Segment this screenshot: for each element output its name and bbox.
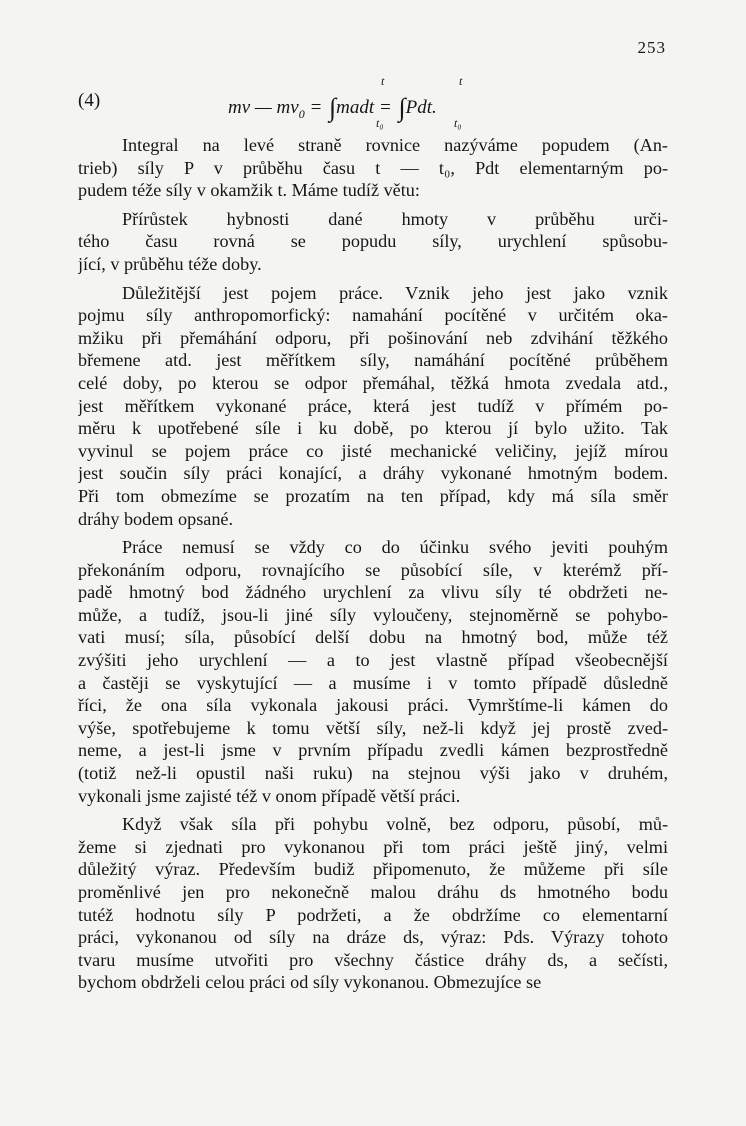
text-line: vati musí; síla, působící delší dobu na hmotný bod, může též <box>78 627 668 648</box>
text-line: Důležitější jest pojem práce. Vznik jeho jest jako vznik <box>122 282 668 303</box>
text-line: trieb) síly P v průběhu času t — t₀, Pdt elementarným po- <box>78 157 668 178</box>
text-line: Když však síla při pohybu volně, bez odporu, působí, mů- <box>122 814 668 835</box>
text-line: jící, v průběhu téže doby. <box>78 253 262 274</box>
integral-1-upper-limit: t <box>381 74 385 88</box>
text-line: Přírůstek hybnosti dané hmoty v průběhu urči- <box>122 208 668 229</box>
paragraph <box>78 208 668 276</box>
text-line: pojmu síly anthropomorfický: namahání pocítěné v určitém oka- <box>78 305 668 326</box>
equation-body <box>228 90 437 120</box>
integrand-1: madt <box>336 97 375 118</box>
equation-4 <box>78 74 668 138</box>
paragraph <box>78 536 668 807</box>
text-line: (totiž než-li opustil naši ruku) na stejnou výši jako v druhém, <box>78 763 668 784</box>
integral-sign-2: ∫ <box>398 93 406 122</box>
text-line: Při tom obmezíme se prozatím na ten případ, kdy má síla směr <box>78 485 668 506</box>
text-line: tutéž hodnotu síly P podržeti, a že obdržíme co elementarní <box>78 904 668 925</box>
integral-2-upper-limit: t <box>459 74 463 88</box>
text-line: žeme si zjednati pro vykonanou při tom práci ještě jiný, velmi <box>78 836 668 857</box>
text-line: celé doby, po kterou se odpor přemáhal, těžká hmota zvedala atd., <box>78 372 668 393</box>
text-line: tvaru musíme utvořiti pro všechny částice dráhy ds, a sečísti, <box>78 949 668 970</box>
text-line: zvýšiti jeho urychlení — a to jest vlastně případ všeobecnější <box>78 650 668 671</box>
paragraph <box>78 134 668 202</box>
integral-sign-1: ∫ <box>329 93 337 122</box>
text-line: Integral na levé straně rovnice nazýváme popudem (An- <box>122 135 668 155</box>
integral-2-lower-limit: t₀ <box>454 116 462 130</box>
text-line: pudem téže síly v okamžik t. Máme tudíž větu: <box>78 180 420 201</box>
equation-number: (4) <box>78 90 101 111</box>
paragraph <box>78 282 668 531</box>
integral-1-lower-limit: t₀ <box>376 116 384 130</box>
text-line: Práce nemusí se vždy co do účinku svého jeviti pouhým <box>122 537 668 558</box>
text-line: bychom obdrželi celou práci od síly vykonanou. Obmezujíce se <box>78 972 542 993</box>
paragraph <box>78 813 668 994</box>
equation-lhs-subscript: 0 <box>298 107 305 121</box>
text-line: práci, vykonanou od síly na dráze ds, výraz: Pds. Výrazy tohoto <box>78 927 668 948</box>
text-line: výše, spotřebujeme k tomu větší síly, než-li když jej prostě zved- <box>78 717 668 738</box>
text-line: dráhy bodem opsané. <box>78 508 234 529</box>
integrand-2: Pdt. <box>405 97 437 118</box>
body-text <box>78 134 668 994</box>
text-line: vyvinul se pojem práce co jisté mechanické veličiny, jejíž mírou <box>78 440 668 461</box>
equation-lhs: mv — mv <box>228 97 299 118</box>
text-line: důležitý výraz. Především budiž připomenuto, že můžeme při síle <box>78 859 668 880</box>
text-line: břemene atd. jest měřítkem síly, namáhání pocítěné průběhem <box>78 350 668 371</box>
text-line: může, a tudíž, jsou-li jiné síly vyloučeny, stejnoměrně se pohybo- <box>78 604 668 625</box>
text-line: proměnlivé jen pro nekonečně malou dráhu ds hmotného bodu <box>78 882 668 902</box>
text-line: mžiku při přemáhání odporu, při pošinování neb zdvihání těžkého <box>78 327 668 348</box>
text-line: překonáním odporu, rovnajícího se působící síle, v kterémž pří- <box>78 559 668 580</box>
text-line: tého času rovná se popudu síly, urychlení spůsobu- <box>78 231 668 252</box>
equals-sign-1: = <box>309 97 323 118</box>
page-number: 253 <box>637 38 666 57</box>
text-line: padě hmotný bod žádného urychlení za vlivu síly té obdržeti ne- <box>78 582 668 603</box>
equals-sign-2: = <box>378 97 392 118</box>
text-line: jest součin síly práci konající, a dráhy vykonané hmotným bodem. <box>78 463 668 484</box>
text-line: a častěji se vyskytující — a musíme i v tomto případě důsledně <box>78 672 668 693</box>
text-line: měru k upotřebené síle i ku době, po kterou jí bylo užito. Tak <box>78 418 668 439</box>
text-line: říci, že ona síla vykonala jakousi práci. Vymrštíme-li kámen do <box>78 695 668 716</box>
text-line: neme, a jest-li jsme v prvním případu zvedli kámen bezprostředně <box>78 740 668 761</box>
text-line: jest měřítkem vykonané práce, která jest tudíž v přímém po- <box>78 395 668 416</box>
text-line: vykonali jsme zajisté též v onom případě větší práci. <box>78 785 461 806</box>
